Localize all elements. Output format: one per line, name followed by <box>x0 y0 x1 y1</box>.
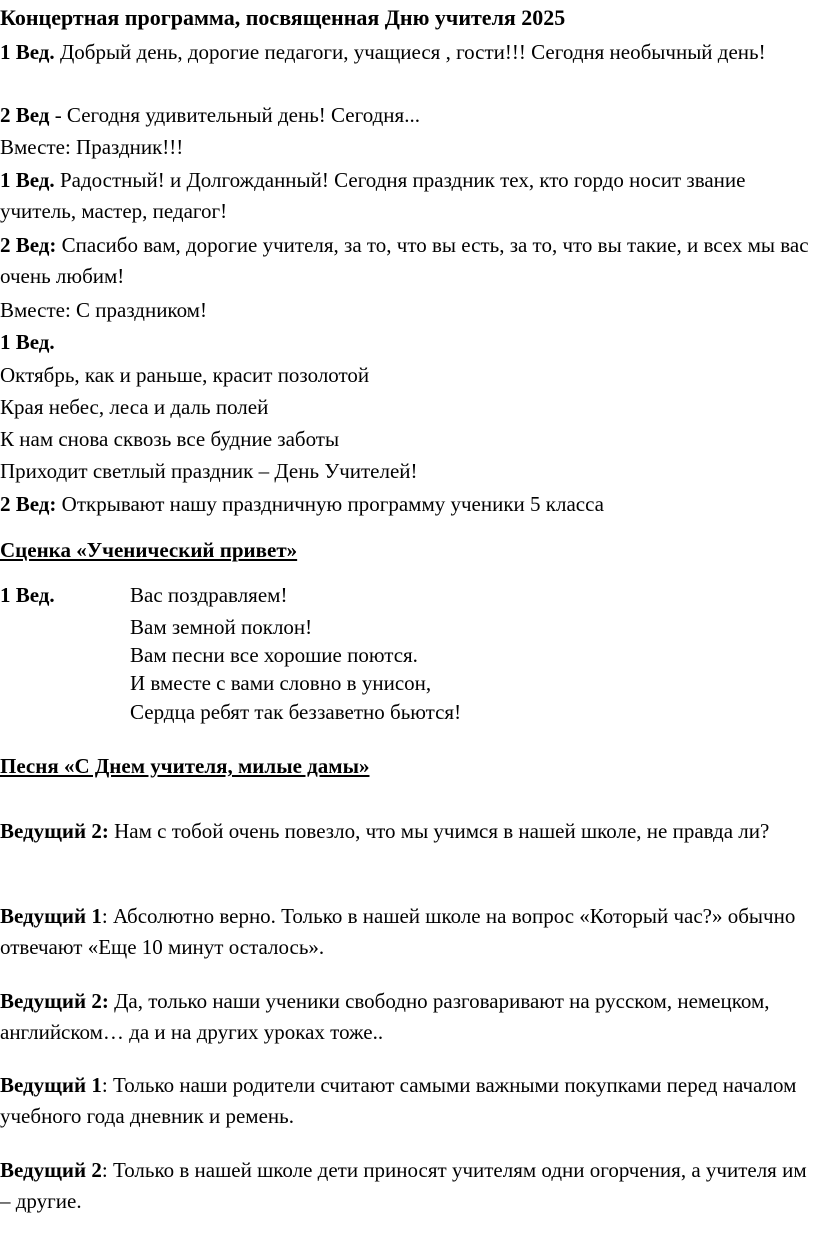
speaker: 2 Вед: <box>0 233 57 257</box>
scene-speaker <box>0 580 812 611</box>
scene-line: Вам песни все хорошие поются. <box>130 643 418 667</box>
speaker: 2 Вед: <box>0 492 57 516</box>
scene-title: Сценка «Ученический привет» <box>0 538 298 562</box>
intro-line-1 <box>0 37 812 68</box>
speaker: Ведущий 1 <box>0 1073 102 1097</box>
intro-line-5 <box>0 230 812 292</box>
intro-line-3 <box>0 132 812 163</box>
poem-line: Приходит светлый праздник – День Учителей! <box>0 459 418 483</box>
scene-line: Вас поздравляем! <box>130 583 288 607</box>
poem-line: К нам снова сквозь все будние заботы <box>0 427 340 451</box>
dialogue-line-2 <box>0 901 812 963</box>
page-title: Концертная программа, посвященная Дню учителя 2025 <box>0 5 566 30</box>
intro-line-2 <box>0 100 812 131</box>
poem-line: Края небес, леса и даль полей <box>0 395 269 419</box>
scene-line: Сердца ребят так беззаветно бьются! <box>130 700 462 724</box>
intro-line-6 <box>0 295 812 326</box>
intro-line-4 <box>0 165 812 227</box>
dialogue-line-1 <box>0 816 812 847</box>
speaker: 1 Вед. <box>0 40 55 64</box>
line-text: Вместе: С праздником! <box>0 298 207 322</box>
scene-heading <box>0 535 812 566</box>
dialogue-line-3 <box>0 986 812 1048</box>
speaker: Ведущий 2: <box>0 989 109 1013</box>
speaker: Ведущий 2: <box>0 819 109 843</box>
scene-line: Вам земной поклон! <box>130 615 313 639</box>
line-text: Нам с тобой очень повезло, что мы учимся в нашей школе, не правда ли? <box>108 819 770 843</box>
song-title: Песня «С Днем учителя, милые дамы» <box>0 754 370 778</box>
line-text: : Абсолютно верно. Только в нашей школе на вопрос «Который час?» обычно отвечают «Еще 10 минут осталось». <box>0 904 796 959</box>
speaker: Ведущий 2 <box>0 1158 102 1182</box>
speaker: Ведущий 1 <box>0 904 102 928</box>
line-text: : Только в нашей школе дети приносят учителям одни огорчения, а учителя им – другие. <box>0 1158 807 1213</box>
line-text: : Только наши родители считают самыми важными покупками перед началом учебного года дневник и ремень. <box>0 1073 797 1128</box>
line-text: Радостный! и Долгожданный! Сегодня праздник тех, кто гордо носит звание учитель, мастер, педагог! <box>0 168 746 223</box>
line-text: Спасибо вам, дорогие учителя, за то, что вы есть, за то, что вы такие, и всех мы вас очень любим! <box>0 233 809 288</box>
line-text: - Сегодня удивительный день! Сегодня... <box>49 103 420 127</box>
speaker: 1 Вед. <box>0 583 55 607</box>
line-text: Открывают нашу праздничную программу ученики 5 класса <box>56 492 605 516</box>
intro-line-7 <box>0 327 812 358</box>
scene-line: И вместе с вами словно в унисон, <box>130 671 432 695</box>
speaker: 2 Вед <box>0 103 50 127</box>
dialogue-line-5 <box>0 1155 812 1217</box>
line-text: Вместе: Праздник!!! <box>0 135 184 159</box>
song-heading <box>0 751 812 782</box>
poem-line: Октябрь, как и раньше, красит позолотой <box>0 363 370 387</box>
speaker: 1 Вед. <box>0 168 55 192</box>
speaker: 1 Вед. <box>0 330 55 354</box>
line-text: Да, только наши ученики свободно разговаривают на русском, немецком, английском… да и на других уроках тоже.. <box>0 989 770 1044</box>
line-text: Добрый день, дорогие педагоги, учащиеся , гости!!! Сегодня необычный день! <box>54 40 766 64</box>
dialogue-line-4 <box>0 1070 812 1132</box>
announce-line <box>0 489 812 520</box>
